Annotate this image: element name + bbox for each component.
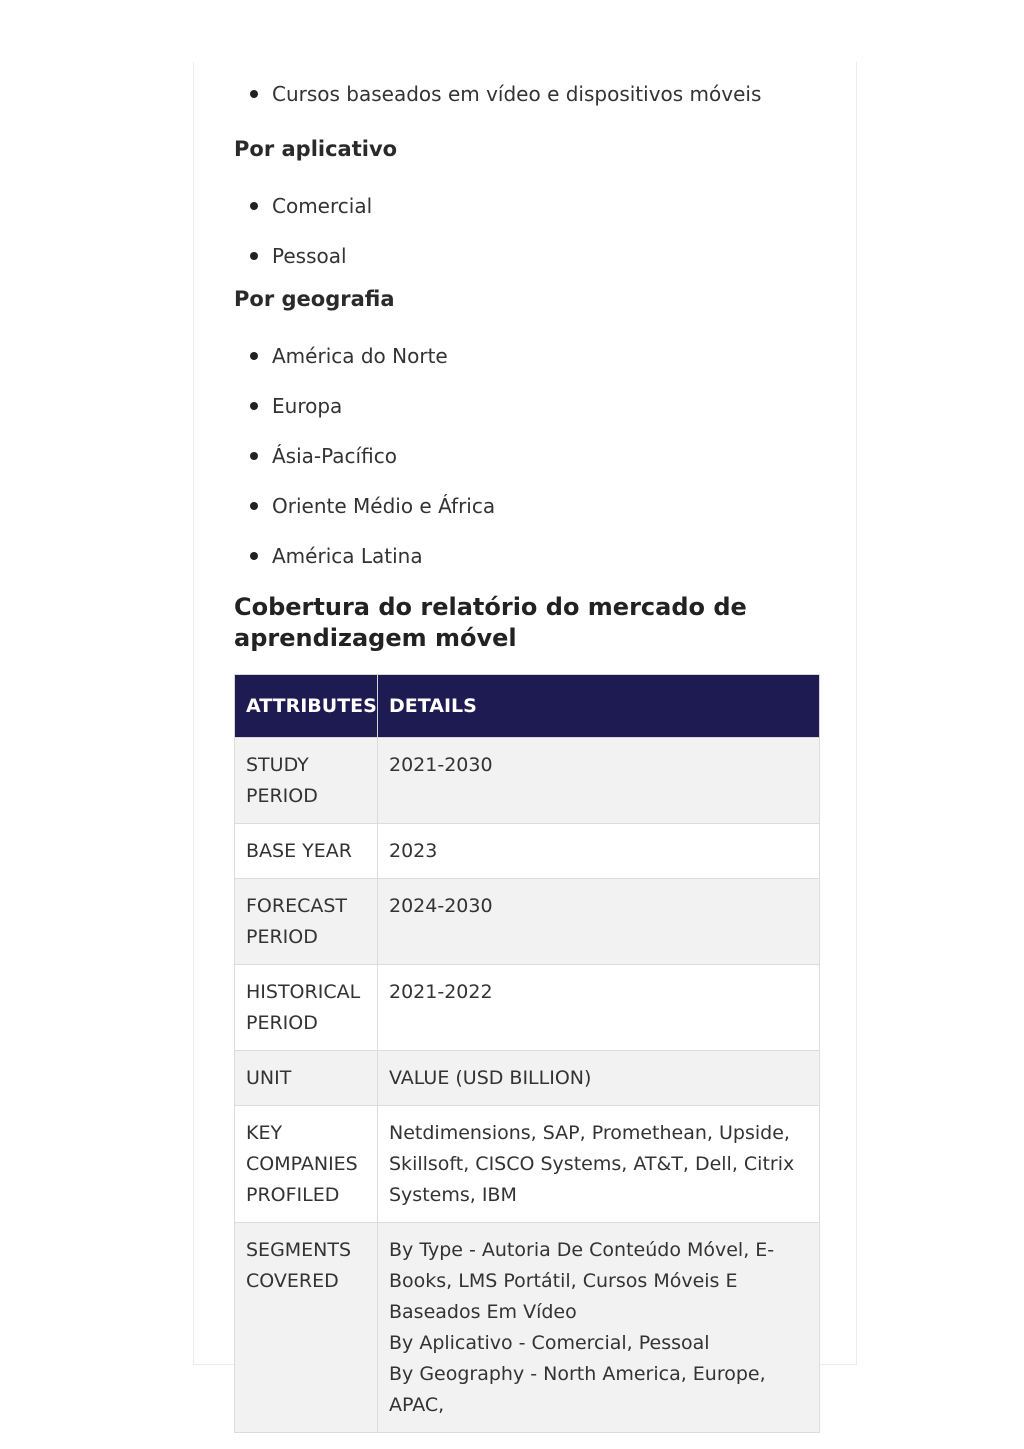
details-line: 2021-2030 xyxy=(389,754,493,776)
details-line: By Type - Autoria De Conteúdo Móvel, E-Books, LMS Portátil, Cursos Móveis E Baseados Em Vídeo xyxy=(389,1239,775,1323)
list-item-label: América do Norte xyxy=(272,344,448,368)
details-line: VALUE (USD BILLION) xyxy=(389,1067,592,1089)
details-cell xyxy=(378,824,820,879)
table-row xyxy=(235,1223,820,1433)
details-cell xyxy=(378,1051,820,1106)
geography-list xyxy=(234,324,819,574)
details-line: 2023 xyxy=(389,840,438,862)
column-header-details: DETAILS xyxy=(378,675,820,738)
application-list xyxy=(234,174,819,274)
table-row xyxy=(235,824,820,879)
attribute-cell: BASE YEAR xyxy=(235,824,378,879)
details-cell xyxy=(378,738,820,824)
details-line: By Geography - North America, Europe, APAC, xyxy=(389,1363,766,1416)
details-line: Netdimensions, SAP, Promethean, Upside, Skillsoft, CISCO Systems, AT&T, Dell, Citrix Systems, IBM xyxy=(389,1122,795,1206)
bullet-icon xyxy=(250,502,258,510)
details-cell xyxy=(378,1106,820,1223)
list-item xyxy=(234,424,819,474)
list-item-label: Comercial xyxy=(272,194,373,218)
geography-heading: Por geografia xyxy=(234,287,395,311)
list-item xyxy=(234,174,819,224)
list-item xyxy=(234,224,819,274)
report-coverage-table xyxy=(234,674,820,1433)
attribute-cell: HISTORICAL PERIOD xyxy=(235,965,378,1051)
type-list xyxy=(234,62,819,124)
list-item xyxy=(234,474,819,524)
bullet-icon xyxy=(250,452,258,460)
details-cell xyxy=(378,879,820,965)
list-item-label: Pessoal xyxy=(272,244,347,268)
attribute-cell: SEGMENTS COVERED xyxy=(235,1223,378,1433)
table-row xyxy=(235,1106,820,1223)
list-item xyxy=(234,374,819,424)
report-content xyxy=(234,62,819,1433)
list-item xyxy=(234,324,819,374)
bullet-icon xyxy=(250,402,258,410)
list-item-label: Oriente Médio e África xyxy=(272,494,496,518)
list-item xyxy=(234,524,819,574)
attribute-cell: STUDY PERIOD xyxy=(235,738,378,824)
list-item-label: América Latina xyxy=(272,544,423,568)
attribute-cell: UNIT xyxy=(235,1051,378,1106)
report-card xyxy=(193,62,857,1416)
section-title: Cobertura do relatório do mercado de aprendizagem móvel xyxy=(234,593,747,652)
details-cell xyxy=(378,1223,820,1433)
details-line: 2024-2030 xyxy=(389,895,493,917)
table-row xyxy=(235,965,820,1051)
list-item-label: Cursos baseados em vídeo e dispositivos móveis xyxy=(272,82,762,106)
list-item-label: Ásia-Pacífico xyxy=(272,444,397,468)
bullet-icon xyxy=(250,202,258,210)
table-header-row xyxy=(235,675,820,738)
application-heading: Por aplicativo xyxy=(234,137,398,161)
bullet-icon xyxy=(250,252,258,260)
attribute-cell: FORECAST PERIOD xyxy=(235,879,378,965)
details-line: By Aplicativo - Comercial, Pessoal xyxy=(389,1332,710,1354)
attribute-cell: KEY COMPANIES PROFILED xyxy=(235,1106,378,1223)
list-item-label: Europa xyxy=(272,394,343,418)
table-row xyxy=(235,879,820,965)
bullet-icon xyxy=(250,352,258,360)
column-header-attributes: ATTRIBUTES xyxy=(235,675,378,738)
list-item xyxy=(234,62,819,124)
table-row xyxy=(235,738,820,824)
bullet-icon xyxy=(250,552,258,560)
details-line: 2021-2022 xyxy=(389,981,493,1003)
details-cell xyxy=(378,965,820,1051)
table-row xyxy=(235,1051,820,1106)
bullet-icon xyxy=(250,90,258,98)
